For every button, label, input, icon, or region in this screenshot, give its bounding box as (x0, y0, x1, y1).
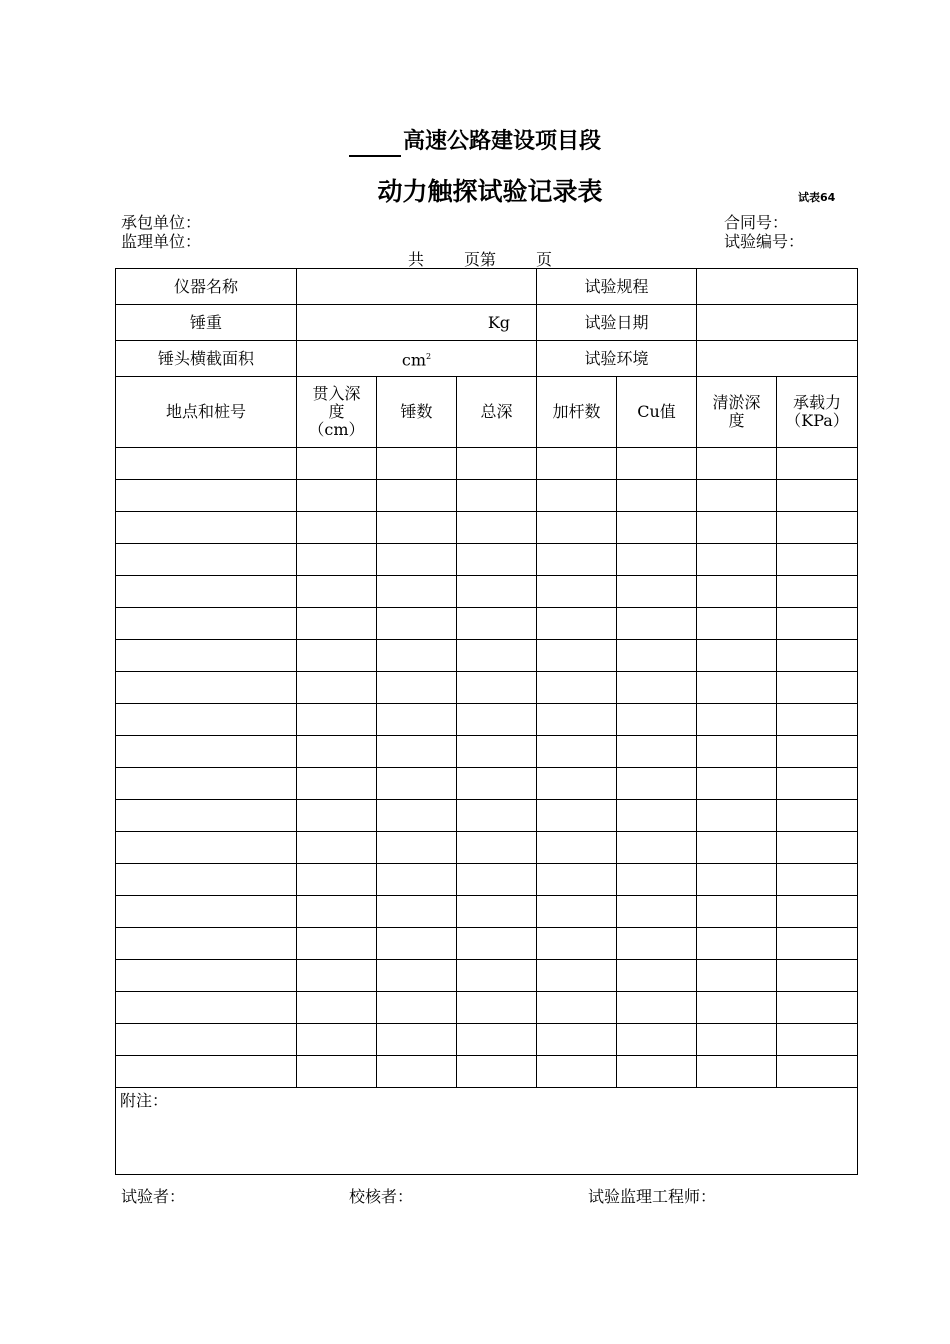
col-total-depth: 总深 (457, 377, 537, 448)
table-cell[interactable] (537, 800, 617, 832)
table-cell[interactable] (116, 1024, 297, 1056)
table-cell[interactable] (457, 1056, 537, 1088)
table-cell[interactable] (377, 768, 457, 800)
table-cell[interactable] (377, 544, 457, 576)
table-cell[interactable] (697, 960, 777, 992)
hammer-value[interactable]: Kg (297, 305, 537, 341)
table-row (116, 608, 858, 640)
table-cell[interactable] (377, 864, 457, 896)
table-cell[interactable] (697, 480, 777, 512)
table-cell[interactable] (697, 512, 777, 544)
table-cell[interactable] (116, 736, 297, 768)
info-row-hammer (116, 305, 858, 341)
spec-value[interactable] (697, 269, 858, 305)
table-cell[interactable] (617, 544, 697, 576)
table-cell[interactable] (537, 864, 617, 896)
table-cell[interactable] (537, 512, 617, 544)
col-rods: 加杆数 (537, 377, 617, 448)
table-cell[interactable] (697, 640, 777, 672)
table-cell[interactable] (777, 928, 858, 960)
area-unit: cm (401, 350, 427, 370)
table-cell[interactable] (537, 672, 617, 704)
table-cell[interactable] (116, 800, 297, 832)
table-cell[interactable] (116, 480, 297, 512)
table-cell[interactable] (297, 640, 377, 672)
env-label: 试验环境 (537, 341, 697, 377)
table-cell[interactable] (617, 448, 697, 480)
project-title: 高速公路建设项目段 (0, 127, 950, 157)
col-silt: 清淤深 度 (697, 377, 777, 448)
table-cell[interactable] (297, 928, 377, 960)
table-cell[interactable] (777, 736, 858, 768)
table-cell[interactable] (457, 480, 537, 512)
contract-number-label: 合同号： (724, 213, 789, 232)
env-value[interactable] (697, 341, 858, 377)
table-cell[interactable] (777, 800, 858, 832)
hammer-label: 锤重 (116, 305, 297, 341)
table-cell[interactable] (457, 608, 537, 640)
table-row (116, 640, 858, 672)
table-cell[interactable] (617, 480, 697, 512)
table-cell[interactable] (697, 736, 777, 768)
table-cell[interactable] (617, 928, 697, 960)
notes-row (116, 1088, 858, 1175)
table-cell[interactable] (116, 672, 297, 704)
table-cell[interactable] (377, 896, 457, 928)
table-cell[interactable] (297, 800, 377, 832)
table-cell[interactable] (697, 800, 777, 832)
table-cell[interactable] (457, 576, 537, 608)
table-cell[interactable] (777, 448, 858, 480)
table-cell[interactable] (777, 992, 858, 1024)
instrument-label: 仪器名称 (116, 269, 297, 305)
table-row (116, 832, 858, 864)
table-cell[interactable] (297, 768, 377, 800)
table-cell[interactable] (457, 768, 537, 800)
table-cell[interactable] (116, 896, 297, 928)
table-cell[interactable] (457, 672, 537, 704)
table-cell[interactable] (377, 736, 457, 768)
table-cell[interactable] (116, 1056, 297, 1088)
table-cell[interactable] (457, 512, 537, 544)
table-cell[interactable] (697, 768, 777, 800)
info-row-area (116, 341, 858, 377)
table-cell[interactable] (617, 1056, 697, 1088)
table-row (116, 768, 858, 800)
table-cell[interactable] (777, 576, 858, 608)
table-cell[interactable] (116, 928, 297, 960)
table-cell[interactable] (697, 448, 777, 480)
table-cell[interactable] (777, 512, 858, 544)
table-cell[interactable] (377, 640, 457, 672)
table-cell[interactable] (377, 928, 457, 960)
table-cell[interactable] (297, 864, 377, 896)
table-cell[interactable] (297, 448, 377, 480)
table-cell[interactable] (377, 800, 457, 832)
table-cell[interactable] (697, 608, 777, 640)
table-cell[interactable] (116, 448, 297, 480)
table-cell[interactable] (457, 992, 537, 1024)
table-cell[interactable] (777, 640, 858, 672)
table-cell[interactable] (116, 576, 297, 608)
table-cell[interactable] (617, 800, 697, 832)
table-cell[interactable] (537, 608, 617, 640)
col-cu: Cu值 (617, 377, 697, 448)
project-name-blank[interactable] (349, 133, 401, 157)
table-cell[interactable] (457, 960, 537, 992)
table-cell[interactable] (537, 768, 617, 800)
table-cell[interactable] (697, 704, 777, 736)
table-cell[interactable] (697, 832, 777, 864)
instrument-value[interactable] (297, 269, 537, 305)
pager-page: 页 (536, 250, 553, 269)
table-cell[interactable] (537, 832, 617, 864)
table-cell[interactable] (777, 704, 858, 736)
table-cell[interactable] (697, 672, 777, 704)
table-cell[interactable] (116, 768, 297, 800)
table-cell[interactable] (697, 992, 777, 1024)
table-row (116, 928, 858, 960)
table-cell[interactable] (697, 864, 777, 896)
table-cell[interactable] (457, 640, 537, 672)
table-cell[interactable] (537, 640, 617, 672)
table-row (116, 576, 858, 608)
table-cell[interactable] (457, 448, 537, 480)
table-cell[interactable] (116, 864, 297, 896)
table-cell[interactable] (537, 576, 617, 608)
table-cell[interactable] (457, 864, 537, 896)
table-cell[interactable] (377, 704, 457, 736)
table-cell[interactable] (377, 448, 457, 480)
table-cell[interactable] (617, 576, 697, 608)
table-cell[interactable] (697, 928, 777, 960)
table-cell[interactable] (377, 480, 457, 512)
table-cell[interactable] (457, 928, 537, 960)
table-cell[interactable] (116, 544, 297, 576)
table-cell[interactable] (457, 832, 537, 864)
table-row (116, 448, 858, 480)
table-row (116, 544, 858, 576)
table-cell[interactable] (457, 1024, 537, 1056)
table-cell[interactable] (297, 992, 377, 1024)
table-cell[interactable] (617, 864, 697, 896)
engineer-signature-label: 试验监理工程师： (588, 1187, 717, 1206)
table-row (116, 512, 858, 544)
date-label: 试验日期 (537, 305, 697, 341)
table-cell[interactable] (377, 992, 457, 1024)
tester-signature-label: 试验者： (121, 1187, 186, 1206)
table-cell[interactable] (537, 1056, 617, 1088)
table-cell[interactable] (377, 1024, 457, 1056)
table-cell[interactable] (377, 1056, 457, 1088)
table-cell[interactable] (377, 608, 457, 640)
table-cell[interactable] (777, 480, 858, 512)
table-cell[interactable] (297, 704, 377, 736)
table-cell[interactable] (116, 512, 297, 544)
table-cell[interactable] (457, 800, 537, 832)
contractor-label: 承包单位： (121, 213, 202, 232)
table-cell[interactable] (617, 512, 697, 544)
table-row (116, 896, 858, 928)
table-cell[interactable] (297, 576, 377, 608)
table-cell[interactable] (457, 544, 537, 576)
table-cell[interactable] (297, 672, 377, 704)
table-cell[interactable] (617, 608, 697, 640)
table-cell[interactable] (377, 576, 457, 608)
table-cell[interactable] (537, 992, 617, 1024)
table-cell[interactable] (537, 896, 617, 928)
table-cell[interactable] (116, 704, 297, 736)
table-row (116, 480, 858, 512)
table-cell[interactable] (377, 672, 457, 704)
table-cell[interactable] (777, 896, 858, 928)
table-cell[interactable] (377, 832, 457, 864)
table-cell[interactable] (297, 544, 377, 576)
spec-label: 试验规程 (537, 269, 697, 305)
table-cell[interactable] (116, 832, 297, 864)
table-cell[interactable] (777, 960, 858, 992)
table-cell[interactable] (537, 928, 617, 960)
table-cell[interactable] (537, 1024, 617, 1056)
table-cell[interactable] (617, 768, 697, 800)
table-cell[interactable] (297, 608, 377, 640)
table-cell[interactable] (777, 1056, 858, 1088)
notes-label: 附注： (120, 1091, 169, 1110)
table-row (116, 992, 858, 1024)
table-cell[interactable] (617, 736, 697, 768)
table-cell[interactable] (777, 832, 858, 864)
table-cell[interactable] (777, 864, 858, 896)
table-cell[interactable] (617, 640, 697, 672)
table-cell[interactable] (697, 896, 777, 928)
table-cell[interactable] (116, 640, 297, 672)
table-cell[interactable] (537, 480, 617, 512)
table-row (116, 864, 858, 896)
table-cell[interactable] (457, 896, 537, 928)
table-row (116, 672, 858, 704)
area-value[interactable] (297, 341, 537, 377)
table-cell[interactable] (777, 672, 858, 704)
table-cell[interactable] (617, 832, 697, 864)
form-number: 试表64 (798, 191, 836, 204)
table-cell[interactable] (297, 960, 377, 992)
table-cell[interactable] (617, 1024, 697, 1056)
form-title: 动力触探试验记录表 (377, 177, 603, 206)
table-cell[interactable] (777, 768, 858, 800)
table-row (116, 1056, 858, 1088)
table-row (116, 736, 858, 768)
table-cell[interactable] (697, 576, 777, 608)
table-cell[interactable] (777, 544, 858, 576)
col-bearing: 承载力 （KPa） (777, 377, 858, 448)
table-row (116, 960, 858, 992)
notes-cell[interactable] (116, 1088, 858, 1175)
table-cell[interactable] (116, 608, 297, 640)
column-header-row (116, 377, 858, 448)
table-cell[interactable] (777, 608, 858, 640)
table-row (116, 704, 858, 736)
info-row-instrument (116, 269, 858, 305)
table-cell[interactable] (116, 960, 297, 992)
table-cell[interactable] (297, 736, 377, 768)
col-blows: 锤数 (377, 377, 457, 448)
table-cell[interactable] (537, 960, 617, 992)
table-row (116, 800, 858, 832)
table-cell[interactable] (537, 544, 617, 576)
pager-total: 共 (408, 250, 425, 269)
checker-signature-label: 校核者： (349, 1187, 414, 1206)
table-cell[interactable] (617, 992, 697, 1024)
date-value[interactable] (697, 305, 858, 341)
table-cell[interactable] (297, 1024, 377, 1056)
pager-mid: 页第 (464, 250, 497, 269)
table-cell[interactable] (697, 1024, 777, 1056)
table-cell[interactable] (377, 960, 457, 992)
table-cell[interactable] (617, 672, 697, 704)
table-cell[interactable] (297, 832, 377, 864)
table-cell[interactable] (116, 992, 297, 1024)
table-row (116, 1024, 858, 1056)
col-location: 地点和桩号 (116, 377, 297, 448)
area-unit-sup: 2 (426, 351, 432, 361)
table-cell[interactable] (297, 480, 377, 512)
table-cell[interactable] (457, 704, 537, 736)
table-cell[interactable] (697, 1056, 777, 1088)
table-cell[interactable] (537, 704, 617, 736)
record-table (115, 268, 858, 1175)
table-cell[interactable] (297, 1056, 377, 1088)
test-number-label: 试验编号： (724, 232, 805, 251)
table-cell[interactable] (537, 736, 617, 768)
table-cell[interactable] (777, 1024, 858, 1056)
area-label: 锤头横截面积 (116, 341, 297, 377)
col-depth: 贯入深 度 （cm） (297, 377, 377, 448)
page-counter (408, 251, 552, 269)
table-cell[interactable] (457, 736, 537, 768)
table-cell[interactable] (537, 448, 617, 480)
table-cell[interactable] (617, 960, 697, 992)
table-cell[interactable] (297, 896, 377, 928)
table-cell[interactable] (297, 512, 377, 544)
table-cell[interactable] (377, 512, 457, 544)
table-cell[interactable] (617, 704, 697, 736)
supervisor-label: 监理单位： (121, 232, 202, 251)
table-cell[interactable] (617, 896, 697, 928)
table-cell[interactable] (697, 544, 777, 576)
